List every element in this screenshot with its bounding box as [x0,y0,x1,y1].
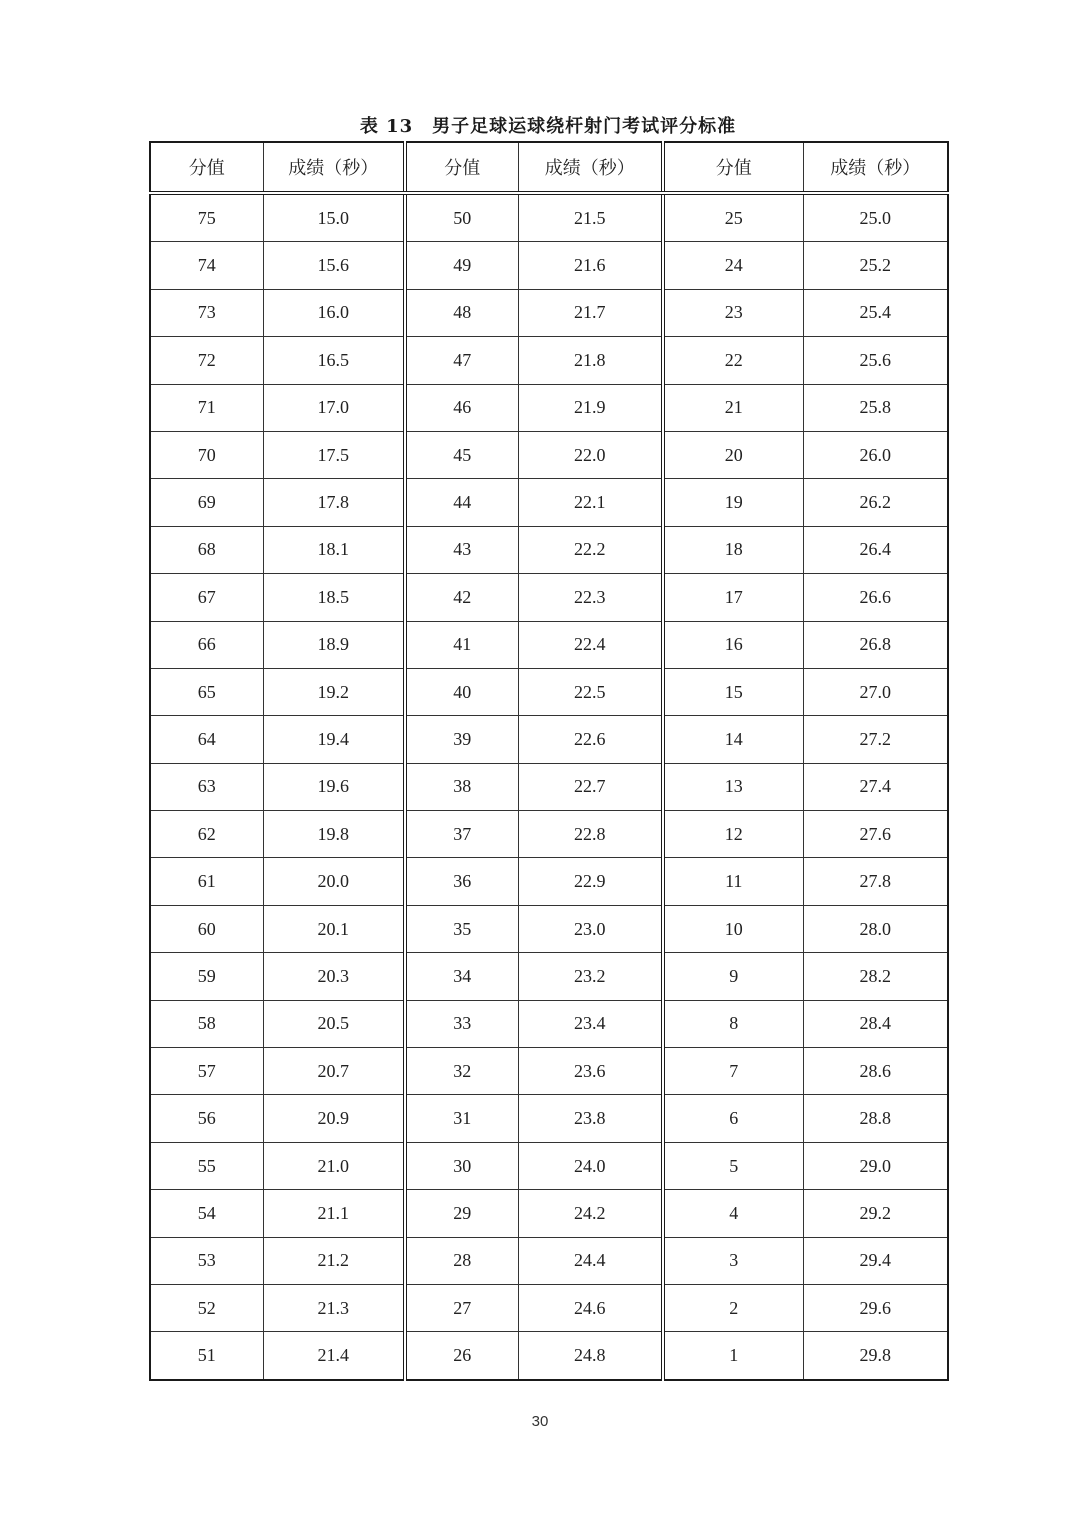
time-cell: 22.9 [518,858,663,905]
score-cell: 6 [663,1095,803,1142]
score-cell: 20 [663,431,803,478]
header-score-2: 分值 [405,142,518,193]
score-cell: 72 [150,337,263,384]
time-cell: 22.7 [518,763,663,810]
score-cell: 49 [405,242,518,289]
score-cell: 16 [663,621,803,668]
time-cell: 29.6 [803,1285,948,1332]
time-cell: 26.4 [803,526,948,573]
time-cell: 23.4 [518,1000,663,1047]
score-cell: 50 [405,193,518,242]
table-row [150,716,948,763]
time-cell: 25.8 [803,384,948,431]
time-cell: 22.0 [518,431,663,478]
time-cell: 15.6 [263,242,405,289]
time-cell: 20.9 [263,1095,405,1142]
time-cell: 24.8 [518,1332,663,1380]
time-cell: 27.0 [803,668,948,715]
table-row [150,431,948,478]
score-cell: 26 [405,1332,518,1380]
score-cell: 43 [405,526,518,573]
time-cell: 20.0 [263,858,405,905]
table-row [150,193,948,242]
score-cell: 63 [150,763,263,810]
page-number: 30 [531,1413,549,1430]
time-cell: 26.8 [803,621,948,668]
score-cell: 31 [405,1095,518,1142]
score-cell: 64 [150,716,263,763]
score-cell: 48 [405,289,518,336]
time-cell: 19.8 [263,811,405,858]
time-cell: 27.4 [803,763,948,810]
score-cell: 27 [405,1285,518,1332]
time-cell: 27.6 [803,811,948,858]
score-cell: 55 [150,1142,263,1189]
time-cell: 22.3 [518,574,663,621]
score-cell: 17 [663,574,803,621]
time-cell: 18.9 [263,621,405,668]
score-cell: 1 [663,1332,803,1380]
time-cell: 15.0 [263,193,405,242]
score-cell: 59 [150,953,263,1000]
table-row [150,811,948,858]
table-title: 表 13 男子足球运球绕杆射门考试评分标准 [359,116,737,137]
time-cell: 21.9 [518,384,663,431]
score-cell: 21 [663,384,803,431]
time-cell: 21.0 [263,1142,405,1189]
time-cell: 21.5 [518,193,663,242]
table-row [150,1095,948,1142]
score-cell: 74 [150,242,263,289]
time-cell: 22.8 [518,811,663,858]
table-row [150,1190,948,1237]
score-cell: 54 [150,1190,263,1237]
score-cell: 15 [663,668,803,715]
time-cell: 27.2 [803,716,948,763]
score-cell: 70 [150,431,263,478]
time-cell: 29.2 [803,1190,948,1237]
score-cell: 5 [663,1142,803,1189]
score-cell: 39 [405,716,518,763]
time-cell: 21.3 [263,1285,405,1332]
score-cell: 32 [405,1048,518,1095]
score-cell: 60 [150,905,263,952]
time-cell: 17.5 [263,431,405,478]
table-row [150,858,948,905]
score-cell: 8 [663,1000,803,1047]
time-cell: 25.2 [803,242,948,289]
score-cell: 71 [150,384,263,431]
score-cell: 53 [150,1237,263,1284]
score-cell: 9 [663,953,803,1000]
score-cell: 11 [663,858,803,905]
time-cell: 28.6 [803,1048,948,1095]
score-cell: 68 [150,526,263,573]
table-row [150,289,948,336]
time-cell: 22.2 [518,526,663,573]
header-time-1: 成绩（秒） [263,142,405,193]
score-cell: 35 [405,905,518,952]
table-row [150,953,948,1000]
time-cell: 23.2 [518,953,663,1000]
time-cell: 16.5 [263,337,405,384]
score-cell: 61 [150,858,263,905]
table-body [150,193,948,1380]
time-cell: 22.4 [518,621,663,668]
score-cell: 57 [150,1048,263,1095]
table-row [150,574,948,621]
header-time-2: 成绩（秒） [518,142,663,193]
time-cell: 23.6 [518,1048,663,1095]
score-cell: 34 [405,953,518,1000]
score-cell: 37 [405,811,518,858]
time-cell: 21.1 [263,1190,405,1237]
time-cell: 28.8 [803,1095,948,1142]
table-row [150,1142,948,1189]
score-cell: 52 [150,1285,263,1332]
time-cell: 19.2 [263,668,405,715]
table-row [150,763,948,810]
score-cell: 10 [663,905,803,952]
time-cell: 22.6 [518,716,663,763]
score-cell: 51 [150,1332,263,1380]
time-cell: 18.1 [263,526,405,573]
time-cell: 29.0 [803,1142,948,1189]
header-row [150,142,948,193]
time-cell: 28.0 [803,905,948,952]
time-cell: 26.6 [803,574,948,621]
time-cell: 22.5 [518,668,663,715]
time-cell: 22.1 [518,479,663,526]
time-cell: 23.8 [518,1095,663,1142]
time-cell: 20.1 [263,905,405,952]
score-cell: 58 [150,1000,263,1047]
time-cell: 21.2 [263,1237,405,1284]
score-cell: 46 [405,384,518,431]
time-cell: 20.5 [263,1000,405,1047]
table-row [150,384,948,431]
scoring-table [149,141,949,1381]
score-cell: 65 [150,668,263,715]
time-cell: 24.6 [518,1285,663,1332]
time-cell: 21.6 [518,242,663,289]
header-score-3: 分值 [663,142,803,193]
time-cell: 23.0 [518,905,663,952]
time-cell: 29.4 [803,1237,948,1284]
score-cell: 18 [663,526,803,573]
table-row [150,668,948,715]
score-cell: 44 [405,479,518,526]
score-cell: 12 [663,811,803,858]
table-row [150,1000,948,1047]
score-cell: 4 [663,1190,803,1237]
time-cell: 19.4 [263,716,405,763]
time-cell: 29.8 [803,1332,948,1380]
time-cell: 26.2 [803,479,948,526]
time-cell: 19.6 [263,763,405,810]
score-cell: 45 [405,431,518,478]
time-cell: 21.8 [518,337,663,384]
time-cell: 25.4 [803,289,948,336]
score-cell: 73 [150,289,263,336]
score-cell: 2 [663,1285,803,1332]
time-cell: 21.4 [263,1332,405,1380]
score-cell: 36 [405,858,518,905]
score-cell: 14 [663,716,803,763]
score-cell: 47 [405,337,518,384]
time-cell: 17.0 [263,384,405,431]
score-cell: 30 [405,1142,518,1189]
score-cell: 40 [405,668,518,715]
table-row [150,242,948,289]
score-cell: 7 [663,1048,803,1095]
score-cell: 33 [405,1000,518,1047]
table-row [150,526,948,573]
time-cell: 17.8 [263,479,405,526]
time-cell: 24.2 [518,1190,663,1237]
score-cell: 75 [150,193,263,242]
score-cell: 56 [150,1095,263,1142]
table-row [150,337,948,384]
time-cell: 28.4 [803,1000,948,1047]
score-cell: 69 [150,479,263,526]
score-cell: 38 [405,763,518,810]
time-cell: 21.7 [518,289,663,336]
score-cell: 41 [405,621,518,668]
score-cell: 19 [663,479,803,526]
time-cell: 20.3 [263,953,405,1000]
score-cell: 24 [663,242,803,289]
table-row [150,1237,948,1284]
time-cell: 27.8 [803,858,948,905]
table-row [150,905,948,952]
score-cell: 13 [663,763,803,810]
score-cell: 28 [405,1237,518,1284]
time-cell: 25.6 [803,337,948,384]
table-row [150,1048,948,1095]
score-cell: 25 [663,193,803,242]
time-cell: 16.0 [263,289,405,336]
score-cell: 62 [150,811,263,858]
table-row [150,479,948,526]
score-cell: 22 [663,337,803,384]
time-cell: 18.5 [263,574,405,621]
time-cell: 26.0 [803,431,948,478]
header-score-1: 分值 [150,142,263,193]
score-cell: 42 [405,574,518,621]
time-cell: 25.0 [803,193,948,242]
header-time-3: 成绩（秒） [803,142,948,193]
score-cell: 29 [405,1190,518,1237]
table-row [150,1285,948,1332]
time-cell: 28.2 [803,953,948,1000]
score-cell: 67 [150,574,263,621]
time-cell: 24.4 [518,1237,663,1284]
time-cell: 20.7 [263,1048,405,1095]
score-cell: 23 [663,289,803,336]
table-row [150,1332,948,1380]
time-cell: 24.0 [518,1142,663,1189]
table-row [150,621,948,668]
score-cell: 3 [663,1237,803,1284]
score-cell: 66 [150,621,263,668]
